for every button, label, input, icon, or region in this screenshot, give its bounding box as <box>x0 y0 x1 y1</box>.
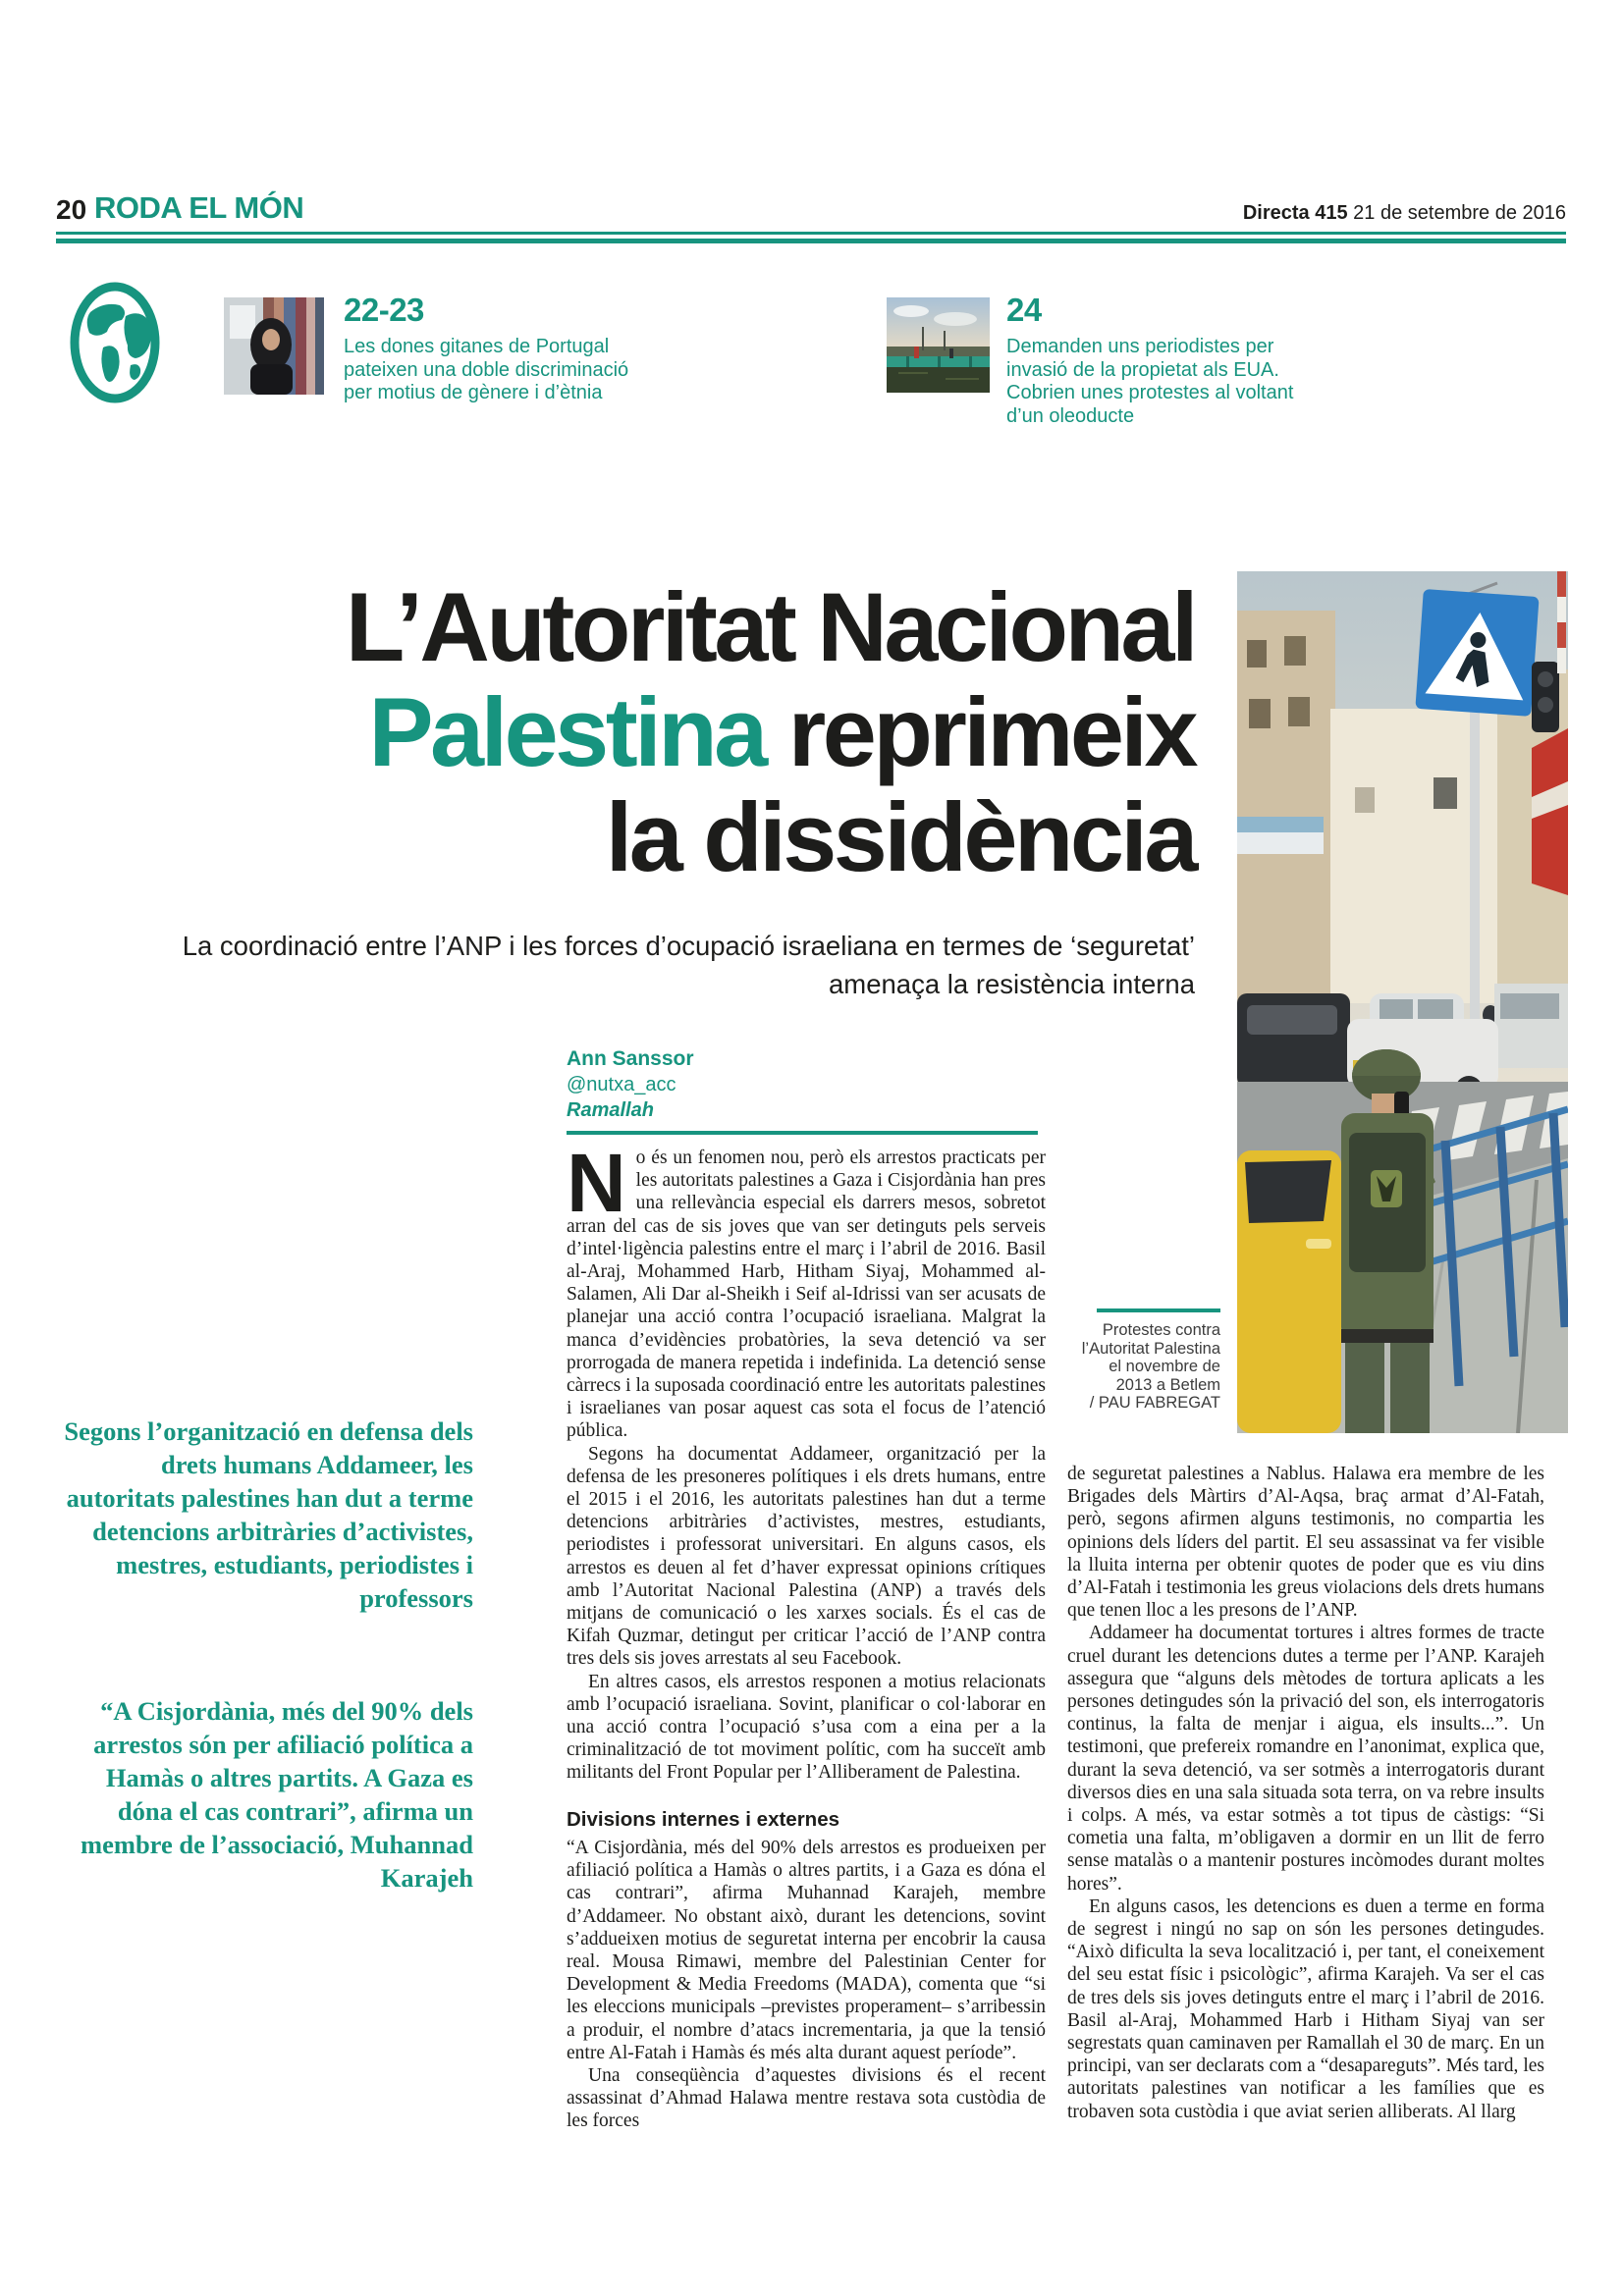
headline-line-1: L’Autoritat Nacional <box>345 572 1195 681</box>
section-subhead: Divisions internes i externes <box>567 1807 840 1831</box>
author-location: Ramallah <box>567 1099 654 1121</box>
article-photo <box>1237 571 1568 1433</box>
header-rule-thick <box>56 239 1566 243</box>
teaser-text-1: Les dones gitanes de Portugal pateixen una doble discriminació per motius de gènere i d’ètnia <box>344 336 629 403</box>
headline-highlight: Palestina <box>368 677 765 786</box>
teaser-text-2: Demanden uns periodistes per invasió de la propietat als EUA. Cobrien unes protestes al voltant d’un oleoducte <box>1006 336 1294 427</box>
drop-cap: N <box>567 1137 626 1229</box>
header-rule-thin <box>56 232 1566 235</box>
issue-date: 21 de setembre de 2016 <box>1347 202 1566 224</box>
globe-icon <box>69 281 162 409</box>
article-headline <box>98 574 1195 889</box>
caption-credit: / PAU FABREGAT <box>1089 1394 1220 1412</box>
byline <box>567 1046 694 1123</box>
issue-name: Directa 415 <box>1242 202 1348 224</box>
teaser-photo-oleoducte <box>887 297 990 398</box>
body-paragraph <box>567 1137 1046 1443</box>
body-paragraph: “A Cisjordània, més del 90% dels arrestos es produeixen per afiliació política a Hamàs o altres partits, i a Gaza es dóna el cas contrari”, afirma Muhannad Karajeh, membre d’Addameer. No obstant això, durant les detencions, sovint s’addueixen motius de seguretat interna per encobrir la causa real. Mousa Rimawi, membre del Palestinian Center for Development & Media Freedoms (MADA), comenta que “si les eleccions municipals –previstes properament– s’arribessin a produir, el nombre d’atacs incrementaria, ja que la tensió entre Al-Fatah i Hamàs és més alta durant aquest període”. <box>567 1837 1046 2063</box>
issue-info <box>1243 202 1566 225</box>
body-paragraph: Una conseqüència d’aquestes divisions és el recent assassinat d’Ahmad Halawa mentre restava sota custòdia de les forces <box>567 2064 1046 2132</box>
author-name: Ann Sanssor <box>567 1047 694 1070</box>
teaser-pages-1: 22-23 <box>344 292 424 328</box>
body-column-1 <box>567 1137 1046 2133</box>
caption-rule <box>1097 1308 1220 1312</box>
body-paragraph: Segons ha documentat Addameer, organització per la defensa de les presoneres polítiques i els drets humans, entre el 2015 i el 2016, les autoritats palestines han dut a terme detencions arbitràries d’activistes, mestres, estudiants, periodistes i professorat universitari. En alguns casos, els arrestos es deuen al fet d’haver expressat opinions crítiques amb l’Autoritat Nacional Palestina (ANP) a través dels mitjans de comunicació o les xarxes socials. És el cas de Kifah Quzmar, detingut per criticar l’acció de l’ANP contra tres dels sis joves arrestats al seu Facebook. <box>567 1443 1046 1670</box>
pull-quote-2: “A Cisjordània, més del 90% dels arrestos són per afiliació política a Hamàs o altres partits. A Gaza es dóna el cas contrari”, afirma un membre de l’associació, Muhannad Karajeh <box>81 1696 473 1893</box>
body-paragraph: Addameer ha documentat tortures i altres formes de tracte cruel durant les detencions dutes a terme per l’ANP. Karajeh assegura que “alguns dels mètodes de tortura aplicats a les persones detingudes són la privació del son, els interrogatoris continus, la falta de menjar i aigua, els insults...”. Un testimoni, que prefereix romandre en l’anonimat, explica que, durant la seva detenció, va ser sotmès a interrogatoris durant diversos dies en una sala situada sota terra, on va rebre insults i colps. A més, va estar sotmès a tot tipus de càstigs: “Si cometia una falta, m’obligaven a dormir en un llit de ferro sense matalàs o a mantenir postures incòmodes durant moltes hores”. <box>1067 1623 1544 1895</box>
teaser-photo-gitanes <box>224 297 324 400</box>
teaser-pages-2: 24 <box>1006 292 1042 328</box>
caption-text: Protestes contra l’Autoritat Palestina el novembre de 2013 a Betlem <box>1081 1321 1220 1394</box>
photo-caption <box>1076 1308 1220 1413</box>
subtitle-line-2: amenaça la resistència interna <box>829 969 1195 999</box>
pull-quote-1: Segons l’organització en defensa dels drets humans Addameer, les autoritats palestines han dut a terme detencions arbitràries d’activistes, mestres, estudiants, periodistes i professors <box>64 1416 473 1613</box>
article-subtitle <box>59 927 1195 1003</box>
body-paragraph: de seguretat palestines a Nablus. Halawa era membre de les Brigades dels Màrtirs d’Al-Aqsa, braç armat d’Al-Fatah, però, segons afirmen alguns testimonis, no compartia les opinions dels líders del partit. El seu assassinat va fer visible la lluita interna per obtenir quotes de poder que es viu dins d’Al-Fatah i testimonia les greus violacions dels drets humans que tenen lloc a les presons de l’ANP. <box>1067 1464 1544 1622</box>
page-number: 20 <box>56 194 87 225</box>
section-title: RODA EL MÓN <box>94 190 304 225</box>
headline-line-3: la dissidència <box>605 782 1195 891</box>
body-paragraph: En alguns casos, les detencions es duen a terme en forma de segrest i ningú no sap on són les persones detingudes. “Això dificulta la seva localització i, per tant, el coneixement del seu estat físic i psicològic”, afirma Karajeh. Va ser el cas de tres dels sis joves detinguts entre el març i l’abril de 2016. Basil al-Araj, Mohammed Harb i Hitham Siyaj van ser segrestats quan caminaven per Ramallah el 30 de març. En un principi, van ser declarats com a “desapareguts”. Més tard, les autoritats palestines van notificar a les famílies que es trobaven sota custòdia i que aviat serien alliberats. Al llarg <box>1067 1896 1544 2122</box>
taxi <box>1237 1150 1341 1433</box>
body-column-2 <box>1067 1463 1544 2123</box>
headline-line-2-rest: reprimeix <box>764 677 1195 786</box>
byline-rule <box>567 1131 1038 1135</box>
subtitle-line-1: La coordinació entre l’ANP i les forces d’ocupació israeliana en termes de ‘seguretat’ <box>182 931 1195 961</box>
author-handle: @nutxa_acc <box>567 1074 676 1095</box>
headline-line-2 <box>98 679 1195 784</box>
paragraph-text: o és un fenomen nou, però els arrestos practicats per les autoritats palestines a Gaza i Cisjordània han pres una rellevància especial els darrers mesos, sobretot arran del cas de sis joves que van ser detinguts pels serveis d’intel·ligència palestins entre el març i l’abril de 2016. Basil al-Araj, Mohammed Harb, Hitham Siyaj, Mohammed al-Salamen, Ali Dar al-Sheikh i Seif al-Idrissi van ser acusats de planejar una acció contra l’ocupació israeliana. Malgrat la manca d’evidències probatòries, la seva detenció va ser prorrogada de manera repetida i indefinida. La detenció sense càrrecs i la suposada coordinació entre les autoritats palestines i israelianes van posar aquest cas sota el focus de l’atenció pública. <box>567 1148 1046 1442</box>
body-paragraph: En altres casos, els arrestos responen a motius relacionats amb l’ocupació israeliana. Sovint, planificar o col·laborar en una acció contra l’ocupació s’usa com a eina per a la criminalització de tot moviment polític, com ha succeït amb militants del Front Popular per l’Alliberament de Palestina. <box>567 1671 1046 1784</box>
